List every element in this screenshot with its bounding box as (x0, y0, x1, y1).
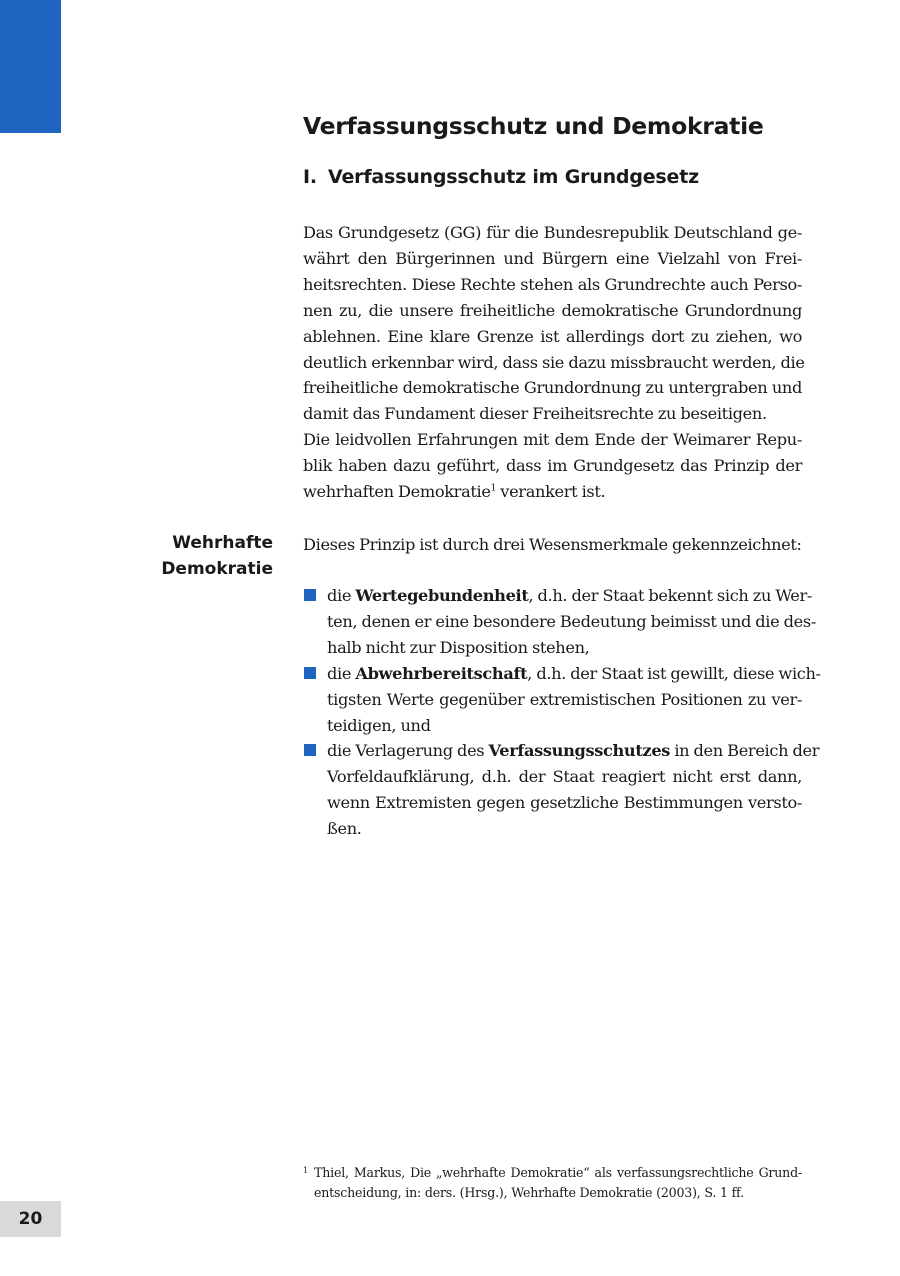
footnote-reference: 1 (490, 483, 496, 494)
text-fragment: verankert ist. (495, 482, 606, 502)
text-line: heitsrechten. Diese Rechte stehen als Grundrechte auch Perso- (303, 274, 802, 294)
text-fragment: , d.h. der Staat bekennt sich zu Wer- (528, 586, 813, 605)
principle-intro (303, 532, 802, 558)
text-line: Das Grundgesetz (GG) für die Bundesrepublik Deutschland ge- (303, 223, 802, 242)
page-number: 20 (0, 1201, 61, 1237)
text-line: ßen. (327, 819, 362, 839)
bold-term: Wertegebundenheit (355, 586, 529, 605)
section-heading (303, 166, 699, 188)
text-line: Vorfeldaufklärung, d.h. der Staat reagiert nicht erst dann, (327, 767, 802, 787)
list-item (303, 583, 816, 661)
text-line (327, 661, 821, 687)
feature-list (303, 583, 821, 842)
chapter-title: Verfassungsschutz und Demokratie (303, 112, 764, 140)
text-line: damit das Fundament dieser Freiheitsrechte zu beseitigen. (303, 404, 767, 424)
footnote-text (303, 1163, 802, 1202)
bullet-square-icon (304, 667, 316, 679)
text-line: währt den Bürgerinnen und Bürgern eine Vielzahl von Frei- (303, 248, 802, 268)
text-line: freiheitliche demokratische Grundordnung zu untergraben und (303, 378, 802, 398)
text-fragment: die (327, 586, 356, 605)
bold-term: Verfassungsschutzes (488, 741, 671, 761)
text-line: Thiel, Markus, Die „wehrhafte Demokratie“ als verfassungsrechtliche Grund- (314, 1165, 802, 1180)
text-fragment: die (327, 663, 356, 683)
text-line: ten, denen er eine besondere Bedeutung beimisst und die des- (327, 611, 816, 631)
footnote (303, 1163, 802, 1202)
section-number: I. (303, 166, 317, 188)
text-fragment: wehrhaften Demokratie (303, 482, 491, 502)
intro-paragraph (303, 220, 805, 505)
text-fragment: in den Bereich der (670, 741, 820, 761)
bullet-square-icon (304, 589, 316, 601)
corner-accent-bar (0, 0, 61, 133)
text-fragment: , d.h. der Staat ist gewillt, diese wich- (527, 663, 821, 683)
text-line: teidigen, und (327, 715, 431, 735)
text-line (303, 479, 802, 505)
margin-heading-line: Demokratie (161, 558, 273, 579)
text-line: blik haben dazu geführt, dass im Grundgesetz das Prinzip der (303, 456, 802, 476)
list-item (303, 738, 820, 842)
text-line (327, 583, 813, 609)
text-line: wenn Extremisten gegen gesetzliche Bestimmungen versto- (327, 793, 802, 813)
bold-term: Abwehrbereitschaft (355, 663, 528, 683)
margin-heading (140, 531, 273, 582)
text-line: entscheidung, in: ders. (Hrsg.), Wehrhafte Demokratie (2003), S. 1 ff. (314, 1184, 744, 1200)
text-line: nen zu, die unsere freiheitliche demokratische Grundordnung (303, 300, 802, 320)
bullet-square-icon (304, 744, 316, 756)
margin-heading-line: Wehrhafte (172, 533, 273, 553)
text-line (327, 738, 820, 764)
text-line: ablehnen. Eine klare Grenze ist allerdings dort zu ziehen, wo (303, 326, 802, 346)
text-fragment: die Verlagerung des (327, 741, 489, 761)
text-line: halb nicht zur Disposition stehen, (327, 637, 590, 657)
text-line: Die leidvollen Erfahrungen mit dem Ende der Weimarer Repu- (303, 430, 802, 450)
text-line: Dieses Prinzip ist durch drei Wesensmerkmale gekennzeichnet: (303, 535, 802, 554)
section-title: Verfassungsschutz im Grundgesetz (328, 166, 699, 188)
footnote-mark: 1 (303, 1166, 308, 1175)
list-item (303, 661, 821, 739)
text-line: deutlich erkennbar wird, dass sie dazu missbraucht werden, die (303, 352, 805, 372)
text-line: tigsten Werte gegenüber extremistischen Positionen zu ver- (327, 689, 802, 709)
